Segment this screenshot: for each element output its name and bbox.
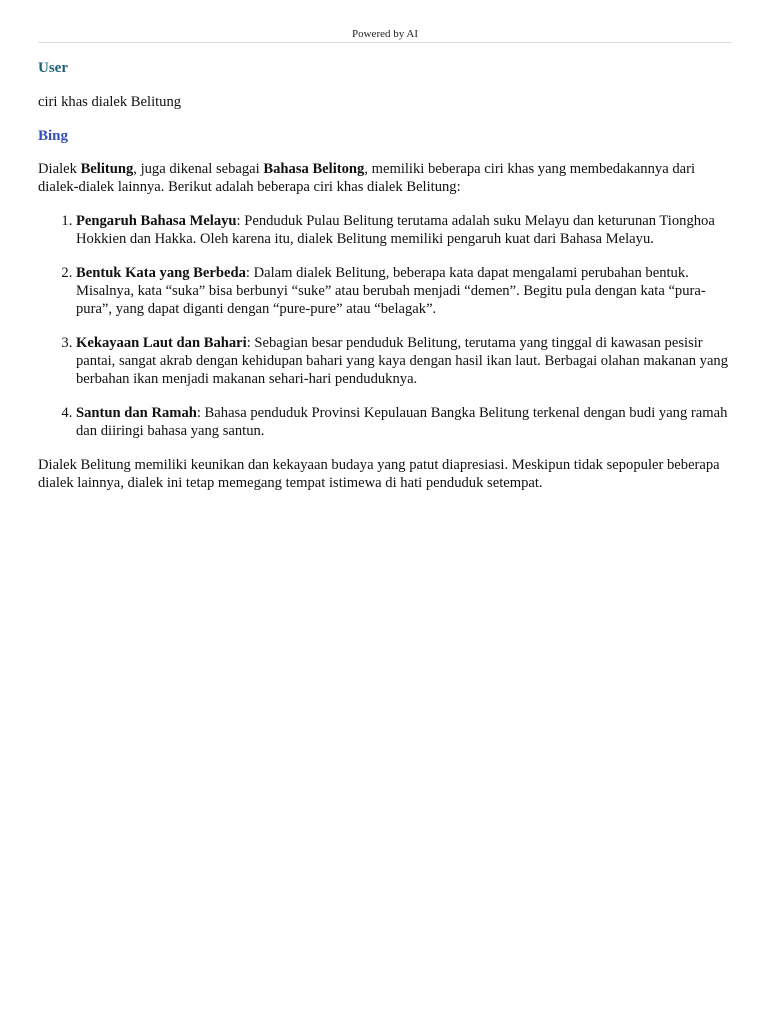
characteristics-list — [38, 212, 732, 440]
list-item-text: : Penduduk Pulau Belitung terutama adalah suku Melayu dan keturunan Tionghoa Hokkien dan Hakka. Oleh karena itu, dialek Belitung memiliki pengaruh kuat dari Bahasa Melayu. — [76, 213, 715, 247]
user-label: User — [38, 60, 68, 76]
document-page — [38, 0, 732, 492]
intro-bold-1: Belitung — [80, 161, 134, 177]
intro-text-1: Dialek — [38, 161, 81, 177]
bing-intro — [38, 160, 732, 196]
user-message: ciri khas dialek Belitung — [38, 94, 182, 110]
list-item-text: : Bahasa penduduk Provinsi Kepulauan Bangka Belitung terkenal dengan budi yang ramah dan diiringi bahasa yang santun. — [76, 405, 728, 439]
header-divider — [38, 42, 732, 43]
list-item-title: Bentuk Kata yang Berbeda — [76, 265, 246, 281]
list-item-title: Kekayaan Laut dan Bahari — [76, 335, 247, 351]
intro-text-3: , memiliki beberapa ciri khas yang membedakannya dari dialek-dialek lainnya. Berikut adalah beberapa ciri khas dialek Belitung: — [38, 161, 696, 195]
list-item-text: : Dalam dialek Belitung, beberapa kata dapat mengalami perubahan bentuk. Misalnya, kata “suka” bisa berbunyi “suke” atau berubah menjadi “demen”. Begitu pula dengan kata “pura-pura”, yang dapat diganti dengan “pure-pure” atau “belagak”. — [76, 265, 706, 317]
list-item — [76, 264, 732, 318]
list-item-title: Pengaruh Bahasa Melayu — [76, 213, 237, 229]
list-item — [76, 334, 732, 388]
intro-bold-2: Bahasa Belitong — [263, 161, 365, 177]
page-header: Powered by AI — [352, 28, 418, 40]
bing-closing: Dialek Belitung memiliki keunikan dan kekayaan budaya yang patut diapresiasi. Meskipun tidak sepopuler beberapa dialek lainnya, dialek ini tetap memegang tempat istimewa di hati penduduk setempat. — [38, 457, 720, 491]
intro-text-2: , juga dikenal sebagai — [133, 161, 264, 177]
list-item — [76, 212, 732, 248]
list-item-text: : Sebagian besar penduduk Belitung, terutama yang tinggal di kawasan pesisir pantai, sangat akrab dengan kehidupan bahari yang kaya dengan hasil ikan laut. Berbagai olahan makanan yang berbahan ikan menjadi makanan sehari-hari penduduknya. — [76, 335, 729, 387]
list-item-title: Santun dan Ramah — [76, 405, 197, 421]
list-item — [76, 404, 732, 440]
bing-label: Bing — [38, 128, 69, 144]
